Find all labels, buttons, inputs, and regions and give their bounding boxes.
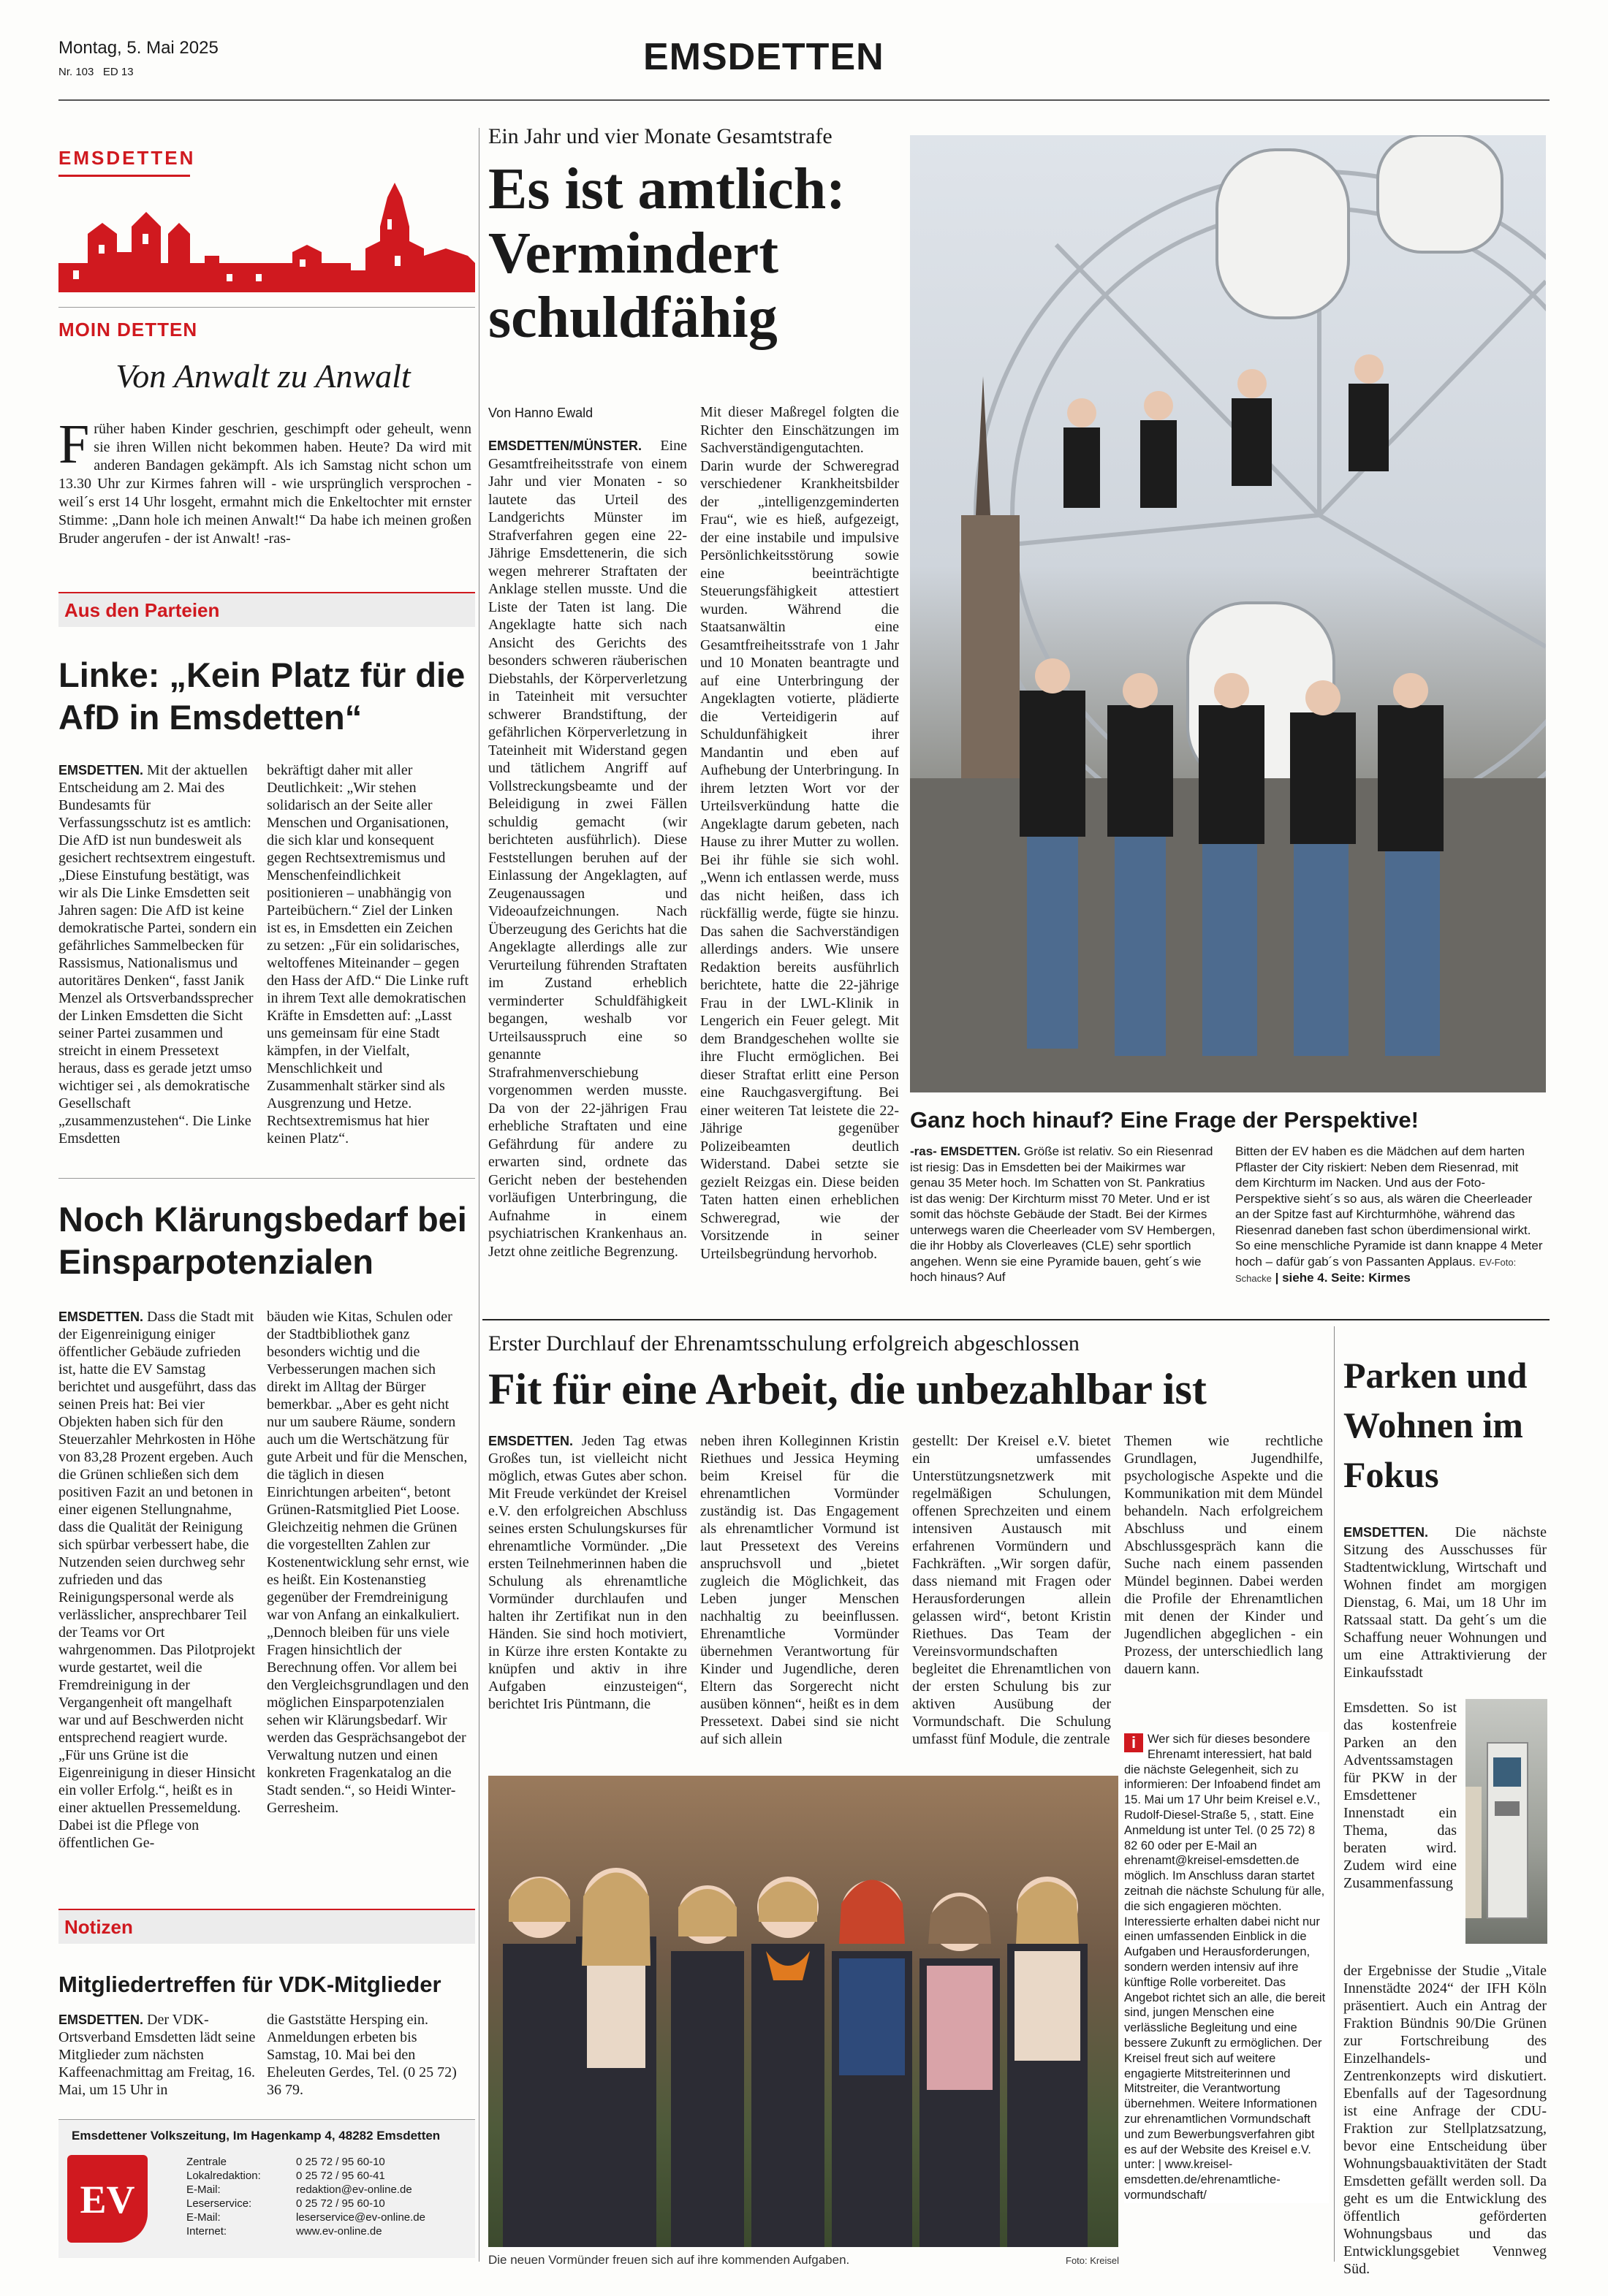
parteien-text1: Mit der aktuellen Entscheidung am 2. Mai des Bundesamts für Verfassungsschutz ist es amtlich: Die AfD ist nun bundesweit als gesichert rechtsextrem eingestuft. „Diese Einstufung bestätigt, was wir als Die Linke Emsdetten seit Jahren sagen: Die AfD ist keine demokratische Partei, sondern ein gefährliches Sammelbecken für Rassismus, Nationalismus und autoritäres Denken“, fasst Janik Menzel als Ortsverbandssprecher der Linken Emsdetten die Sicht seiner Partei zusammen und streicht in einem Pressetext heraus, dass es gerade jetzt umso wichtiger sei , als demokratische Gesellschaft „zusammenzustehen“. Die Linke Emsdetten — [58, 762, 257, 1147]
contact-row — [186, 2211, 464, 2224]
contact-row — [186, 2197, 464, 2211]
kirmes-dateline: -ras- EMSDETTEN. — [910, 1144, 1021, 1158]
lead-kicker: Ein Jahr und vier Monate Gesamtstrafe — [488, 124, 833, 148]
kirmes-see-also[interactable]: | siehe 4. Seite: Kirmes — [1275, 1271, 1411, 1285]
moin-text: rüher haben Kinder geschrien, geschimpft oder geheult, wenn sie ihren Willen nicht bekommen haben. Heute? Da wird mit anderen Bandagen gekämpft. Als ich Samstag nicht schon um 13.30 Uhr zur Kirmes fahren will - wie ursprünglich versprochen - weil´s erst 14 Uhr losgeht, ermahnt mich die Enkeltochter mit ernster Stimme: „Dann hole ich meinen Anwalt!“ Da habe ich meinen großen Bruder angerufen - der ist Anwalt! -ras- — [58, 421, 471, 547]
contact-value: 0 25 72 / 95 60-41 — [296, 2170, 385, 2182]
lead-col1 — [488, 437, 687, 1261]
notizen-text1: Der VDK-Ortsverband Emsdetten lädt seine Mitglieder zum nächsten Kaffeenachmittag am Freitag, 16. Mai, um 15 Uhr in — [58, 2012, 256, 2098]
kirmes-col2 — [1235, 1144, 1546, 1287]
ev-logo-text: EV — [80, 2178, 135, 2221]
lead-dateline: EMSDETTEN/MÜNSTER. — [488, 438, 642, 453]
contact-label: Leserservice: — [186, 2197, 252, 2210]
kirmes-text2: Bitten der EV haben es die Mädchen auf dem harten Pflaster der City riskiert: Neben dem Riesenrad, mit dem Kirchturm im Nacken. Und aus der Foto-Perspektive sieht´s so aus, als wären die Cheerleader an der Spitze fast auf Kirchturmhöhe, während das Riesenrad daneben fast schon überdimensional wirkt. So eine menschliche Pyramide ist dann knappe 4 Meter hoch – dafür gab´s von Passanten Applaus. — [1235, 1144, 1543, 1269]
ehrenamt-col2 — [700, 1432, 899, 1748]
kirmes-text1: Größe ist relativ. So ein Riesenrad ist riesig: Das in Emsdetten bei der Maikirmes war genau 35 Meter hoch. Im Schatten von St. Pankratius ist das wenig: Der Kirchturm misst 70 Meter. Und er ist somit das höchste Gebäude der Stadt. Bei der Kirmes unterwegs waren die Cheerleader vom SV Hembergen, die ihr Hobby als Cloverleaves (CLE) sehr sportlich angehen. Wenn sie eine Pyramide bauen, geht´s wie hoch hinaus? Auf — [910, 1144, 1216, 1284]
section-title: EMSDETTEN — [643, 36, 884, 78]
parking-meter-illustration — [1465, 1699, 1547, 1944]
klaerung-headline: Noch Klärungsbedarf bei Einsparpotenzialen — [58, 1200, 467, 1281]
edition-code: ED 13 — [102, 66, 134, 78]
ehrenamt-kicker: Erster Durchlauf der Ehrenamtsschulung erfolgreich abgeschlossen — [488, 1331, 1080, 1356]
klaerung-col1 — [58, 1308, 257, 1852]
notizen-text2: die Gaststätte Hersping ein. Anmeldungen erbeten bis Samstag, 10. Mai bei den Eheleuten Gerdes, Tel. (0 25 72) 36 79. — [267, 2012, 457, 2098]
kirmes-headline: Ganz hoch hinauf? Eine Frage der Perspektive! — [910, 1107, 1419, 1133]
ehrenamt-dateline: EMSDETTEN. — [488, 1434, 574, 1448]
group-photo-illustration — [488, 1776, 1118, 2247]
parteien-dateline: EMSDETTEN. — [58, 763, 144, 778]
notizen-label: Notizen — [64, 1916, 133, 1938]
parken-text-bottom: der Ergebnisse der Studie „Vitale Innenstädte 2024“ der IFH Köln präsentiert. Auch ein Antrag der Fraktion Bündnis 90/Die Grünen zur Fortschreibung des Einzelhandels- und Zentrenkonzepts wird diskutiert. Ebenfalls auf der Tagesordnung ist eine Anfrage der CDU-Fraktion zur Stellplatzsatzung, bevor eine Entscheidung über Wohnungsbauaktivitäten der Stadt Emsdetten gefällt werden soll. Da geht es um die Entwicklung des öffentlich geförderten Wohnungsbaus und das Entwicklungsgebiet Vennweg Süd. — [1343, 1963, 1547, 2277]
brand-underline — [58, 175, 190, 177]
contact-value[interactable]: leserservice@ev-online.de — [296, 2211, 425, 2224]
lead-col2 — [700, 403, 899, 1263]
lead-headline: Es ist amtlich: Vermindert schuldfähig — [488, 157, 846, 350]
ehrenamt-text4: Themen wie rechtliche Grundlagen, Jugendhilfe, psychologische Aspekte und die Kommunikation mit dem Mündel behandeln. Nach erfolgreichem Abschluss und einem Abschlussgespräch kann die Suche nach einem passenden Mündel beginnen. Dabei werden die Profile der Ehrenamtlichen mit denen der Kinder und Jugendlichen abgeglichen - ein Prozess, der unterschiedlich lang dauern kann. — [1124, 1433, 1323, 1677]
ehrenamt-info-box — [1124, 1732, 1329, 2203]
header-issue — [58, 66, 134, 78]
parken-dateline: EMSDETTEN. — [1343, 1525, 1429, 1540]
klaerung-rule — [58, 1178, 475, 1179]
kirmes-photo — [910, 135, 1546, 1092]
klaerung-text1: Dass die Stadt mit der Eigenreinigung einiger öffentlicher Gebäude zufrieden ist, hatte die EV Samstag berichtet und ausgeführt, dass das seinen Preis hat: Bei vier Objekten haben sich für den Steuerzahler Mehrkosten in Höhe von 83,28 Prozent ergeben. Auch die Grünen schließen sich dem positiven Fazit an und betonen in einer eigenen Stellungnahme, dass die Qualität der Reinigung sich spürbar verbessert habe, die Nutzenden seien durchweg sehr zufrieden und das Reinigungspersonal werde als verlässlicher, ansprechbarer Teil der Teams vor Ort wahrgenommen. Das Pilotprojekt wurde gestartet, weil die Fremdreinigung in der Vergangenheit oft mangelhaft war und auf Beschwerden nicht entsprechend reagiert wurde. „Für uns Grüne ist die Eigenreinigung in dieser Hinsicht ein voller Erfolg.“, heißt es in einer aktuellen Pressemeldung. Dabei ist die Pflege von öffentlichen Ge- — [58, 1309, 257, 1851]
publisher-box — [58, 2119, 475, 2258]
parking-meter-photo — [1465, 1699, 1547, 1944]
ehrenamt-group-photo — [488, 1776, 1118, 2247]
parteien-text2: bekräftigt daher mit aller Deutlichkeit: „Wir stehen solidarisch an der Seite aller Menschen und Organisationen, die sich klar und konsequent gegen Rechtsextremismus und Menschenfeindlichkeit positionieren – unabhängig von Parteibüchern.“ Ziel der Linken ist es, in Emsdetten ein Zeichen zu setzen: „Für ein solidarisches, weltoffenes Miteinander – gegen den Hass der AfD.“ Die Linke ruft in ihrem Text alle demokratischen Kräfte in Emsdetten auf: „Lasst uns gemeinsam für eine Stadt kämpfen, in der Vielfalt, Menschlichkeit und Zusammenhalt stärker sind als Ausgrenzung und Hetze. Rechtsextremismus hat hier keinen Platz“. — [267, 762, 469, 1147]
lead-bottom-rule — [482, 1319, 1550, 1320]
ehrenamt-col4 — [1124, 1432, 1323, 1678]
contact-value[interactable]: www.ev-online.de — [296, 2225, 382, 2238]
contact-row — [186, 2169, 464, 2183]
kirmes-photo-credit: EV-Foto: Schacke — [1235, 1256, 1517, 1284]
contact-label: Zentrale — [186, 2156, 227, 2168]
ehrenamt-text1: Jeden Tag etwas Großes tun, ist vielleicht nicht möglich, etwas Gutes aber schon. Mit Freude verkündet der Kreisel e.V. den erfolgreichen Abschluss seines ersten Schulungskurses für ehrenamtliche Vormünder. „Die ersten Teilnehmerinnen haben die Schulung als ehrenamtliche Vormünder durchlaufen und halten ihr Zertifikat nun in den Händen. Sie sind hoch motiviert, in Kürze ihre ersten Kontakte zu knüpfen und aktiv in ihre Aufgaben einzusteigen“, berichtet Iris Püntmann, die — [488, 1433, 687, 1712]
notizen-headline: Mitgliedertreffen für VDK-Mitglieder — [58, 1972, 441, 1997]
parteien-label-box — [58, 592, 475, 627]
notizen-col1 — [58, 2011, 257, 2099]
moin-title: Von Anwalt zu Anwalt — [115, 357, 411, 395]
issue-number: Nr. 103 — [58, 66, 94, 78]
parteien-col2 — [267, 761, 470, 1147]
parteien-headline: Linke: „Kein Platz für die AfD in Emsdetten“ — [58, 655, 466, 737]
notizen-col2 — [267, 2011, 470, 2099]
lead-text1: Eine Gesamtfreiheitsstrafe von einem Jahr und vier Monaten - so lautete das Urteil des Landgerichts Münster im Strafverfahren gegen eine 22-Jährige Emsdettenerin, die sich wegen mehrerer Straftaten der Anklage stellen musste. Und die Liste der Taten ist lang. Die Angeklagte hatte sich nach Ansicht des Gerichts des besonders schweren räuberischen Diebstahls, der Körperverletzung in Tateinheit mit versuchter schwerer Brandstiftung, der gefährlichen Körperverletzung in Tateinheit mit Widerstand gegen und tätlichem Angriff auf Vollstreckungsbeamte und der Beleidigung in zwei Fällen schuldig gemacht (wir berichteten ausführlich). Diese Feststellungen beruhen auf der Einlassung der Angeklagten, auf Zeugenaussagen und Videoaufzeichnungen. Nach Überzeugung des Gerichts hat die Angeklagte allerdings alle zur Verurteilung führenden Straftaten im Zustand erheblich verminderter Schuldfähigkeit begangen, weshalb vor Urteilsausspruch eine so genannte Strafrahmenverschiebung vorgenommen werden musste. Da von der 22-jährigen Frau erhebliche Straftaten und eine Gefährdung für andere zu erwarten sind, ordnete das Gericht neben der bestehenden vorläufigen Unterbringung, die Aufnahme in einem psychiatrischen Krankenhaus an. Jetzt ohne zeitliche Begrenzung. — [488, 438, 687, 1260]
contact-row — [186, 2183, 464, 2197]
brand-box — [58, 128, 475, 307]
info-icon: i — [1124, 1733, 1143, 1752]
lead-text2: Mit dieser Maßregel folgten die Richter den Einschätzungen im Sachverständigengutachten. Darin wurde der Schweregrad verschiedener Krankheitsbilder der „intelligenzgeminderten Frau“, wie es hieß, aufgezeigt, der eine instabile und impulsive Persönlichkeitsstörung sowie eine beeinträchtigte Steuerungsfähigkeit attestiert wurden. Während die Staatsanwältin eine Gesamtfreiheitsstrafe von 1 Jahr und 10 Monaten beantragte und auf eine Unterbringung der Angeklagten votierte, plädierte die Verteidigerin auf Schuldunfähigkeit ihrer Mandantin und eben auf Aufhebung der Unterbringung. In ihrem letzten Wort vor der Urteilsverkündung hatte die Angeklagte darum gebeten, nach Hause zu ihrer Mutter zu wollen. Bei ihr fühle sie sich wohl. „Wenn ich entlassen werde, muss das nicht heißen, dass ich rückfällig werde, fügte sie hinzu. Das sahen die Sachverständigen allerdings anders. Wie unsere Redaktion bereits ausführlich berichtete, hatte die 22-jährige Frau in der LWL-Klinik in Lengerich ein Feuer gelegt. Mit dem Brandgeschehen wollte sie ihre Flucht ermöglichen. Bei dieser Straftat erlitt eine Person eine Rauchgasvergiftung. Bei einer weiteren Tat leistete die 22-Jährige gegenüber Polizeibeamten deutlich Widerstand. Dabei setzte sie gezielt Reizgas ein. Diese beiden Taten hatten einen erheblichen Schweregrad, wie der Vorsitzende in seiner Urteilsbegründung hervorhob. — [700, 404, 899, 1262]
notizen-label-box — [58, 1909, 475, 1944]
moin-label: MOIN DETTEN — [58, 319, 198, 341]
contact-label: Internet: — [186, 2225, 227, 2238]
contact-list — [186, 2155, 464, 2238]
emsdetten-skyline-logo — [58, 183, 475, 292]
header-rule — [58, 99, 1550, 101]
header-date: Montag, 5. Mai 2025 — [58, 38, 219, 58]
ferris-wheel-illustration — [910, 135, 1546, 1092]
ehrenamt-photo-credit: Foto: Kreisel — [1066, 2255, 1119, 2266]
contact-value[interactable]: redaktion@ev-online.de — [296, 2183, 412, 2196]
contact-row — [186, 2224, 464, 2238]
ehrenamt-photo-caption: Die neuen Vormünder freuen sich auf ihre kommenden Aufgaben. — [488, 2253, 850, 2267]
notizen-dateline: EMSDETTEN. — [58, 2012, 144, 2027]
contact-value: 0 25 72 / 95 60-10 — [296, 2197, 385, 2210]
publisher-line: Emsdettener Volkszeitung, Im Hagenkamp 4, 48282 Emsdetten — [72, 2129, 441, 2143]
parken-text-narrow: Emsdetten. So ist das kostenfreie Parken an den Adventssamstagen für PKW in der Emsdettener Innenstadt ein Thema, das beraten wird. Zudem wird eine Zusammenfassung — [1343, 1700, 1457, 1891]
parken-text-top: Die nächste Sitzung des Ausschusses für Stadtentwicklung, Wirtschaft und Wohnen findet am morgigen Dienstag, 6. Mai, um 18 Uhr im Ratssaal statt. Da geht´s um die Schaffung neuer Wohnungen und um eine Attraktivierung der Einkaufsstadt — [1343, 1524, 1547, 1681]
contact-value: 0 25 72 / 95 60-10 — [296, 2156, 385, 2168]
ehrenamt-headline: Fit für eine Arbeit, die unbezahlbar ist — [488, 1365, 1207, 1413]
parken-body-narrow — [1343, 1699, 1457, 1892]
contact-row — [186, 2155, 464, 2169]
klaerung-col2 — [267, 1308, 470, 1817]
ehrenamt-col1 — [488, 1432, 687, 1713]
info-text: Wer sich für dieses besondere Ehrenamt interessiert, hat bald die nächste Gelegenheit, sich zu informieren: Der Infoabend findet am 15. Mai um 17 Uhr beim Kreisel e.V., Rudolf-Diesel-Straße 5, , statt. Eine Anmeldung ist unter Tel. (0 25 72) 8 82 60 oder per E-Mail an ehrenamt@kreisel-emsdetten.de möglich. Im Anschluss daran startet zeitnah die nächste Schulung für alle, die sich engagieren möchten. Interessierte erhalten dabei nicht nur einen umfassenden Einblick in die Aufgaben und Herausforderungen, sondern werden intensiv auf ihre künftige Rolle vorbereitet. Das Angebot richtet sich an alle, die bereit sind, jungen Menschen eine verlässliche Begleitung und eine bessere Zukunft zu ermöglichen. Der Kreisel freut sich auf weitere engagierte Mitstreiterinnen und Mitstreiter, die Verantwortung übernehmen. Weitere Informationen zur ehrenamtlichen Vormundschaft und zum Bewerbungsverfahren gibt es auf der Website des Kreisel e.V. unter: | www.kreisel-emsdetten.de/ehrenamtliche-vormundschaft/ — [1124, 1733, 1326, 2202]
ev-logo — [67, 2155, 148, 2243]
klaerung-dateline: EMSDETTEN. — [58, 1309, 144, 1324]
parken-headline: Parken und Wohnen im Fokus — [1343, 1355, 1528, 1495]
parteien-col1 — [58, 761, 257, 1147]
parteien-label: Aus den Parteien — [64, 599, 220, 621]
kirmes-col1 — [910, 1144, 1217, 1285]
parken-body-bottom — [1343, 1962, 1547, 2278]
contact-label: E-Mail: — [186, 2211, 221, 2224]
contact-label: E-Mail: — [186, 2183, 221, 2196]
lead-byline: Von Hanno Ewald — [488, 406, 593, 420]
brand-rule — [58, 307, 475, 308]
parken-body-top — [1343, 1524, 1547, 1681]
ehrenamt-text2: neben ihren Kolleginnen Kristin Riethues und Jessica Heyming beim Kreisel für die ehrenamtlichen Vormünder zuständig ist. Das Engagement als ehrenamtlicher Vormund ist laut Pressetext des Vereins anspruchsvoll und „bietet zugleich die Möglichkeit, das Leben junger Menschen nachhaltig zu beeinflussen. Ehrenamtliche Vormünder übernehmen Verantwortung für Kinder und Jugendliche, deren Eltern das Sorgerecht nicht ausüben können“, heißt es in dem Pressetext. Dabei sind sie nicht auf sich allein — [700, 1433, 899, 1747]
klaerung-text2: bäuden wie Kitas, Schulen oder der Stadtbibliothek ganz besonders wichtig und die Verbesserungen machen sich direkt im Alltag der Bürger bemerkbar. „Aber es geht nicht nur um saubere Räume, sondern auch um die Wertschätzung für gute Arbeit und für die Menschen, die täglich in diesen Einrichtungen arbeiten“, betont Grünen-Ratsmitglied Piet Loose. Gleichzeitig nehmen die Grünen die vorgestellten Zahlen zur Kostenentwicklung sehr ernst, wie es heißt. Ein Kostenanstieg gegenüber der Fremdreinigung war von Anfang an einkalkuliert. „Dennoch bleiben für uns viele Fragen hinsichtlich der Berechnung offen. Vor allem bei den Vergleichsgrundlagen und den möglichen Einsparpotenzialen sehen wir Klärungsbedarf. Wir werden das Gesprächsangebot der Verwaltung nutzen und einen konkreten Fragenkatalog an die Stadt senden.“, so Heidi Winter-Gerresheim. — [267, 1309, 469, 1816]
parken-column-rule — [1334, 1326, 1335, 2262]
brand-label: EMSDETTEN — [58, 147, 196, 169]
ehrenamt-text3: gestellt: Der Kreisel e.V. bietet ein umfassendes Unterstützungsnetzwerk mit regelmäßigen Schulungen, offenen Sprechzeiten und einem intensiven Austausch mit erfahrenen Vormündern und Fachkräften. „Wir sorgen dafür, dass niemand mit Fragen oder Herausforderungen allein gelassen wird“, betont Kristin Riethues. Das Team der Vereinsvormundschaften begleitet die Ehrenamtlichen von der ersten Schulung bis zur aktiven Ausübung der Vormundschaft. Die Schulung umfasst fünf Module, die zentrale — [912, 1433, 1111, 1747]
moin-body — [58, 414, 471, 548]
ehrenamt-col3 — [912, 1432, 1111, 1748]
moin-dropcap: F — [58, 414, 90, 475]
contact-label: Lokalredaktion: — [186, 2170, 261, 2182]
